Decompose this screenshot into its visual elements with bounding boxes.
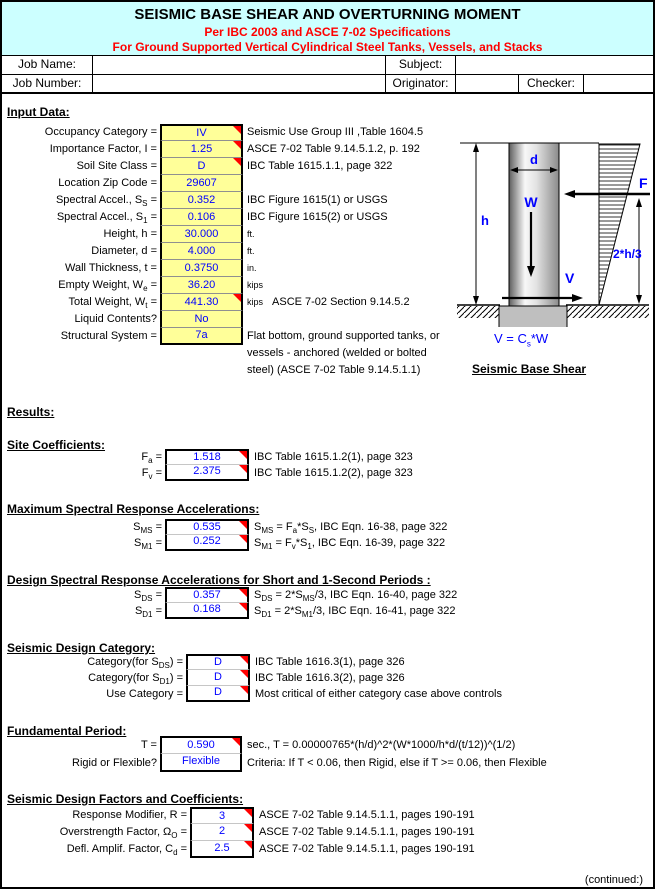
result-cell-sms: 0.535 [165,519,249,535]
two-thirds-h-arrow-down [636,295,642,304]
result-row-rigid-or-flexible [2,754,653,772]
result-cell-overstrength-factor: 2 [190,824,254,841]
tank-cylinder [509,143,559,306]
two-thirds-h-label: 2*h/3 [613,247,642,261]
result-row-category-sd1 [2,670,653,686]
input-unit: ft. [247,229,255,239]
result-row-overstrength-factor [2,824,653,841]
input-label: Importance Factor, I = [49,143,157,155]
input-label: Spectral Accel., $S_1$ = [56,211,157,226]
section-heading-seismic-design-category: Seismic Design Category: [7,641,156,655]
result-label: Response Modifier, R = [72,809,187,821]
result-note: Most critical of either category case above controls [255,688,503,700]
comment-indicator [239,589,247,597]
input-label: Total Weight, $W_t$ = [68,296,157,311]
input-label: Height, h = [103,228,157,240]
h-dim-arrow-down [473,296,479,305]
d-label: d [530,152,538,167]
input-cell-soil-site-class[interactable]: D [160,158,243,175]
result-row-response-modifier [2,807,653,824]
input-cell-spectral-accel-s1[interactable]: 0.106 [160,209,243,226]
result-label: Category(for $S_{DS}$) = [87,656,183,671]
section-heading-seismic-design-factors: Seismic Design Factors and Coefficients: [7,792,244,806]
input-cell-zip-code[interactable]: 29607 [160,175,243,192]
result-cell-use-category: D [186,686,250,702]
result-label: $F_v$ = [141,467,162,482]
page-title: SEISMIC BASE SHEAR AND OVERTURNING MOMENT [134,6,521,23]
input-note: Seismic Use Group III ,Table 1604.5 [247,126,424,138]
result-row-sds [2,587,653,603]
input-label: Liquid Contents? [74,313,157,325]
result-cell-sm1: 0.252 [165,535,249,551]
triangular-load-distribution [599,144,640,305]
input-unit: kips [247,280,264,290]
result-label: Defl. Amplif. Factor, $C_d$ = [66,843,187,858]
ground-hatch-left [457,306,500,318]
result-label: Rigid or Flexible? [72,757,157,769]
result-note: Criteria: If T < 0.06, then Rigid, else if T >= 0.06, then Flexible [247,757,547,769]
section-heading-max-spectral: Maximum Spectral Response Accelerations: [7,502,260,516]
job-name-input[interactable] [92,56,385,74]
input-cell-diameter[interactable]: 4.000 [160,243,243,260]
input-note: IBC Figure 1615(1) or USGS [247,194,388,206]
result-note: ASCE 7-02 Table 9.14.5.1.1, pages 190-191 [259,826,475,838]
result-label: Use Category = [106,688,183,700]
section-heading-design-spectral: Design Spectral Response Accelerations for Short and 1-Second Periods : [7,573,431,587]
result-note: IBC Table 1616.3(2), page 326 [255,672,405,684]
result-cell-sd1: 0.168 [165,603,249,619]
result-cell-fv: 2.375 [165,465,249,481]
input-label: Diameter, d = [91,245,157,257]
result-row-sm1 [2,535,653,551]
input-cell-occupancy-category[interactable]: IV [160,124,243,141]
h-label: h [481,213,489,228]
result-note: $S_{D1} = 2*S_{M1}/3$, IBC Eqn. 16-41, page 322 [254,605,456,620]
input-cell-structural-system[interactable]: 7a [160,328,243,345]
comment-indicator [244,824,252,832]
input-cell-empty-weight[interactable]: 36.20 [160,277,243,294]
section-heading-site-coefficients: Site Coefficients: [7,438,106,452]
job-header-table [2,55,653,94]
w-label: W [524,194,538,210]
result-cell-rigid-or-flexible: Flexible [160,754,242,772]
input-note: ASCE 7-02 Table 9.14.5.1.2, p. 192 [247,143,420,155]
title-band [2,2,653,55]
h-dim-arrow-up [473,143,479,152]
result-row-fa [2,449,653,465]
result-label: $S_{MS}$ = [133,521,162,536]
base-shear-arrowhead [572,294,583,302]
comment-indicator [240,670,248,678]
job-number-input[interactable] [92,75,385,92]
comment-indicator [239,603,247,611]
comment-indicator [244,809,252,817]
result-cell-deflection-amplification: 2.5 [190,841,254,858]
originator-input[interactable] [455,75,518,92]
input-cell-total-weight[interactable]: 441.30 [160,294,243,311]
comment-indicator [239,521,247,529]
input-label: Structural System = [60,330,157,342]
section-heading-results: Results: [7,405,55,419]
result-note: $S_{M1} = F_v*S_1$, IBC Eqn. 16-39, page 322 [254,537,446,552]
input-label: Soil Site Class = [76,160,157,172]
result-note: ASCE 7-02 Table 9.14.5.1.1, pages 190-191 [259,843,475,855]
diagram-caption: Seismic Base Shear [472,362,587,376]
v-label: V [565,270,575,286]
comment-indicator [240,686,248,694]
result-cell-category-sds: D [186,654,250,670]
result-cell-fa: 1.518 [165,449,249,465]
result-note: IBC Table 1615.1.2(2), page 323 [254,467,413,479]
result-label: $F_a$ = [141,451,162,466]
result-label: $S_{DS}$ = [134,589,162,604]
input-note: kips ASCE 7-02 Section 9.14.5.2 [247,296,410,308]
job-name-label: Job Name: [17,57,77,71]
lateral-force-arrowhead [564,190,575,198]
checker-label: Checker: [518,75,583,92]
input-label: Empty Weight, $W_e$ = [58,279,157,294]
input-label: Spectral Accel., $S_S$ = [55,194,157,209]
result-note: $S_{MS} = F_a*S_S$, IBC Eqn. 16-38, page 322 [254,521,448,536]
comment-indicator [239,451,247,459]
foundation-block [499,306,567,327]
comment-indicator [233,158,241,166]
input-note: IBC Figure 1615(2) or USGS [247,211,388,223]
result-note: IBC Table 1615.1.2(1), page 323 [254,451,413,463]
page-subtitle-1: Per IBC 2003 and ASCE 7-02 Specifications [204,25,451,39]
input-label: Occupancy Category = [44,126,157,138]
originator-label: Originator: [385,75,455,92]
result-note: sec., T = 0.00000765*(h/d)^2*(W*1000/h*d/(t/12))^(1/2) [247,739,516,751]
result-row-deflection-amplification [2,841,653,858]
page-subtitle-2: For Ground Supported Vertical Cylindrical Steel Tanks, Vessels, and Stacks [112,40,543,54]
input-unit: in. [247,263,257,273]
ground-hatch-right [566,306,649,318]
input-cell-height[interactable]: 30.000 [160,226,243,243]
result-note: $S_{DS} = 2*S_{MS}/3$, IBC Eqn. 16-40, page 322 [254,589,458,604]
result-note: ASCE 7-02 Table 9.14.5.1.1, pages 190-191 [259,809,475,821]
input-cell-wall-thickness[interactable]: 0.3750 [160,260,243,277]
result-label: Category(for $S_{D1}$) = [88,672,183,687]
result-row-sd1 [2,603,653,619]
comment-indicator [233,126,241,134]
section-heading-input-data: Input Data: [7,105,70,119]
seismic-base-shear-diagram [452,127,655,327]
base-shear-equation: $V = C_s*W$ [494,331,549,349]
result-cell-period-t: 0.590 [160,736,242,754]
comment-indicator [244,841,252,849]
result-row-category-sds [2,654,653,670]
job-header-row-1 [2,56,653,74]
result-row-fv [2,465,653,481]
continued-note: (continued:) [584,874,643,886]
comment-indicator [239,465,247,473]
job-number-label: Job Number: [12,76,82,90]
comment-indicator [239,535,247,543]
result-cell-response-modifier: 3 [190,807,254,824]
result-label: $S_{D1}$ = [134,605,162,620]
input-cell-spectral-accel-ss[interactable]: 0.352 [160,192,243,209]
structural-system-note: Flat bottom, ground supported tanks, or vessels - anchored (welded or bolted steel) (ASCE 7-02 Table 9.14.5.1.1) [247,330,440,376]
comment-indicator [240,656,248,664]
input-unit: ft. [247,246,255,256]
comment-indicator [232,738,240,746]
result-label: T = [140,739,157,751]
result-row-period-t [2,736,653,754]
input-note: IBC Table 1615.1.1, page 322 [247,160,393,172]
comment-indicator [233,141,241,149]
input-cell-importance-factor[interactable]: 1.25 [160,141,243,158]
input-cell-liquid-contents[interactable]: No [160,311,243,328]
section-heading-fundamental-period: Fundamental Period: [7,724,127,738]
result-label: $S_{M1}$ = [134,537,162,552]
subject-input[interactable] [455,56,653,74]
result-row-sms [2,519,653,535]
result-note: IBC Table 1616.3(1), page 326 [255,656,405,668]
comment-indicator [233,294,241,302]
checker-input[interactable] [583,75,653,92]
result-row-use-category [2,686,653,702]
job-header-row-2 [2,74,653,92]
result-label: Overstrength Factor, $\Omega_O$ = [59,826,187,841]
result-cell-sds: 0.357 [165,587,249,603]
result-cell-category-sd1: D [186,670,250,686]
subject-label: Subject: [385,56,455,74]
f-label: F [639,175,648,191]
two-thirds-h-arrow-up [636,198,642,207]
input-label: Wall Thickness, t = [64,262,157,274]
input-label: Location Zip Code = [58,177,157,189]
